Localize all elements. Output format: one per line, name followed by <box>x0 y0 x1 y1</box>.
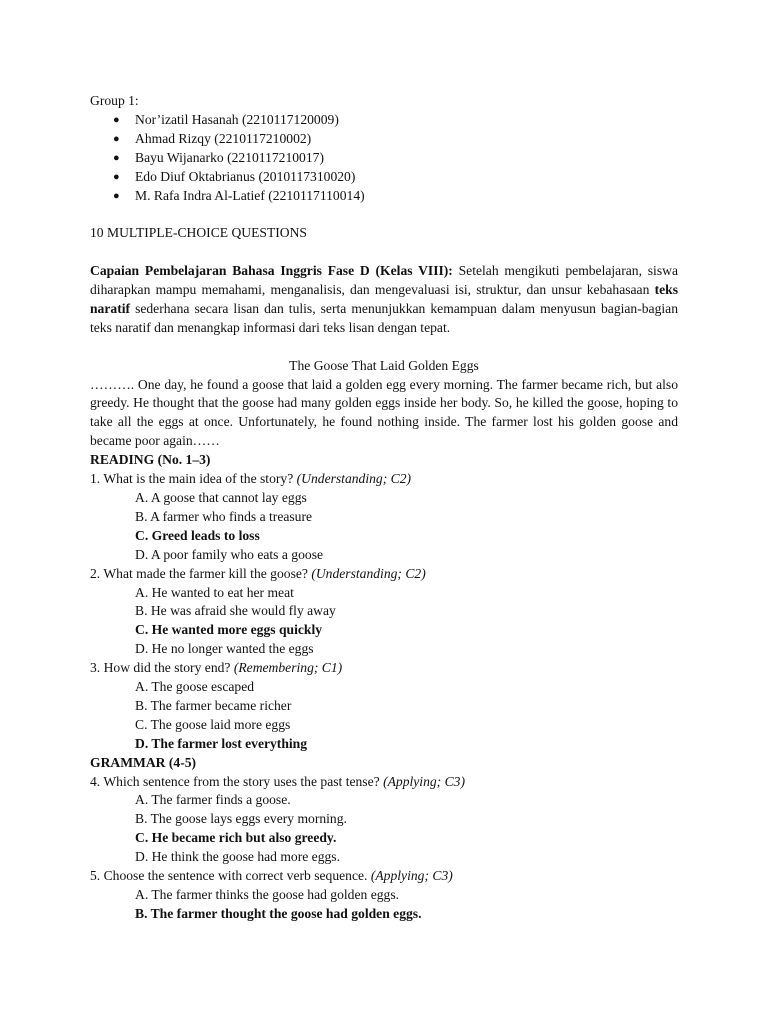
answer-option: D. He no longer wanted the eggs <box>135 641 314 657</box>
answer-option: A. He wanted to eat her meat <box>135 584 294 600</box>
grammar-heading: GRAMMAR (4-5) <box>90 754 197 770</box>
story-text: ………. One day, he found a goose that laid a golden egg every morning. The farmer became rich, but also greedy. He thought that the goose had many golden eggs inside her body. So, he killed the goose, hoping to take all the eggs at once. Unfortunately, he found nothing inside. The farmer lost his golden goose and became poor again…… <box>90 376 678 449</box>
question-4 <box>90 773 678 868</box>
answer-option: A. The farmer finds a goose. <box>135 792 291 808</box>
capaian-paragraph <box>90 262 678 338</box>
member-list <box>90 111 678 206</box>
answer-option: C. The goose laid more eggs <box>135 716 291 732</box>
document-page <box>90 92 678 924</box>
member-item: ● Bayu Wijanarko (2210117210017) <box>90 149 678 168</box>
bullet-icon: ● <box>113 132 120 145</box>
answer-option: B. The goose lays eggs every morning. <box>135 811 347 827</box>
member-item: ● Nor’izatil Hasanah (2210117120009) <box>90 111 678 130</box>
member-item: ● M. Rafa Indra Al-Latief (2210117110014) <box>90 187 678 206</box>
bullet-icon: ● <box>113 113 120 126</box>
answer-option: D. A poor family who eats a goose <box>135 546 324 562</box>
capaian-lead: Capaian Pembelajaran Bahasa Inggris Fase D (Kelas VIII): <box>90 263 453 279</box>
member-item: ● Ahmad Rizqy (2210117210002) <box>90 130 678 149</box>
member-item: ● Edo Diuf Oktabrianus (2010117310020) <box>90 168 678 187</box>
answer-option: A. A goose that cannot lay eggs <box>135 489 307 505</box>
correct-answer-option: C. He wanted more eggs quickly <box>135 622 323 638</box>
question-5 <box>90 867 678 924</box>
answer-option: B. A farmer who finds a treasure <box>135 508 313 524</box>
question-1 <box>90 470 678 565</box>
cognitive-level: (Remembering; C1) <box>233 660 343 676</box>
answer-option: A. The goose escaped <box>135 679 255 695</box>
correct-answer-option: D. The farmer lost everything <box>135 735 308 751</box>
answer-option: A. The farmer thinks the goose had golden eggs. <box>135 887 400 903</box>
cognitive-level: (Applying; C3) <box>383 773 465 789</box>
correct-answer-option: C. He became rich but also greedy. <box>135 830 337 846</box>
question-stem: 4. Which sentence from the story uses the past tense? (Applying; C3) <box>90 773 465 789</box>
answer-option: B. He was afraid she would fly away <box>135 603 336 619</box>
story-title: The Goose That Laid Golden Eggs <box>289 357 479 373</box>
answer-option: D. He think the goose had more eggs. <box>135 849 340 865</box>
reading-heading: READING (No. 1–3) <box>90 452 211 468</box>
cognitive-level: (Applying; C3) <box>370 868 453 884</box>
bullet-icon: ● <box>113 170 120 183</box>
capaian-text-2: sederhana secara lisan dan tulis, serta menunjukkan kemampuan dalam menyusun bagian-bagian teks naratif dan menangkap informasi dari teks lisan dengan tepat. <box>90 300 678 335</box>
correct-answer-option: B. The farmer thought the goose had golden eggs. <box>135 905 422 921</box>
bullet-icon: ● <box>113 189 120 202</box>
question-2 <box>90 565 678 660</box>
answer-option: B. The farmer became richer <box>135 697 292 713</box>
section-title: 10 MULTIPLE-CHOICE QUESTIONS <box>90 225 307 241</box>
question-stem: 5. Choose the sentence with correct verb sequence. (Applying; C3) <box>90 868 453 884</box>
question-stem: 3. How did the story end? (Remembering; C1) <box>90 660 343 676</box>
question-stem: 1. What is the main idea of the story? (Understanding; C2) <box>90 471 412 487</box>
group-heading: Group 1: <box>90 93 139 108</box>
question-stem: 2. What made the farmer kill the goose? (Understanding; C2) <box>90 565 426 581</box>
correct-answer-option: C. Greed leads to loss <box>135 527 260 543</box>
cognitive-level: (Understanding; C2) <box>296 471 412 487</box>
question-3 <box>90 659 678 754</box>
capaian-bold-term: teks naratif <box>90 282 678 316</box>
bullet-icon: ● <box>113 151 120 164</box>
capaian-text-1: Setelah mengikuti pembelajaran, siswa diharapkan mampu memahami, menganalisis, dan mengevaluasi isi, struktur, dan unsur kebahasaan <box>90 263 678 298</box>
cognitive-level: (Understanding; C2) <box>311 565 426 581</box>
